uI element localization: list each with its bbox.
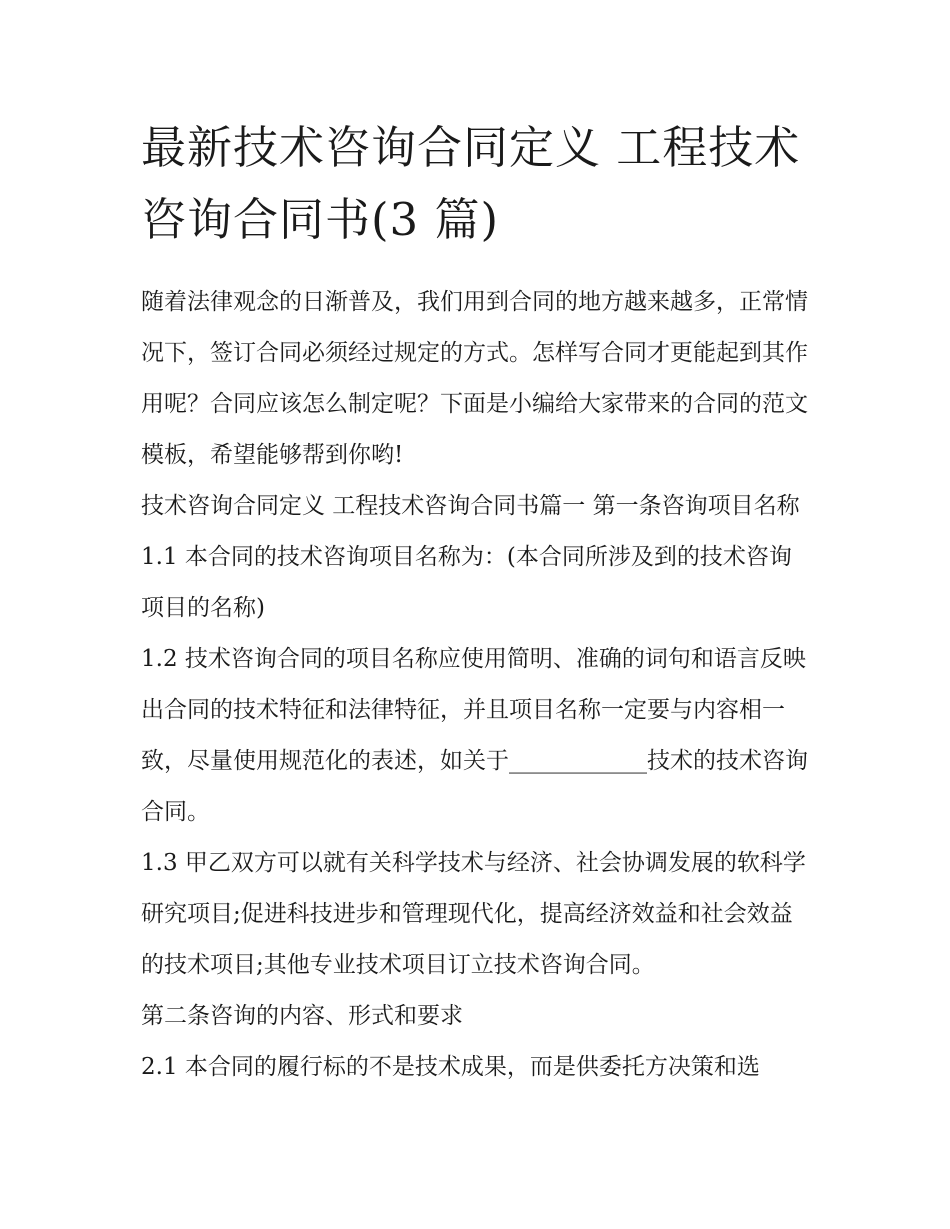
clause-1-2-paragraph: 1.2 技术咨询合同的项目名称应使用简明、准确的词句和语言反映出合同的技术特征和法律特征，并且项目名称一定要与内容相一致，尽量使用规范化的表述，如关于____________技术的技术咨询合同。 [141, 646, 808, 825]
section-2-heading: 第二条咨询的内容、形式和要求 [141, 1003, 463, 1029]
intro-paragraph: 随着法律观念的日渐普及，我们用到合同的地方越来越多，正常情况下，签订合同必须经过规定的方式。怎样写合同才更能起到其作用呢？合同应该怎么制定呢？下面是小编给大家带来的合同的范文模板，希望能够帮到你哟! [141, 289, 808, 468]
document-page [141, 112, 813, 1093]
clause-1-3-paragraph: 1.3 甲乙双方可以就有关科学技术与经济、社会协调发展的软科学研究项目;促进科技进步和管理现代化，提高经济效益和社会效益的技术项目;其他专业技术项目订立技术咨询合同。 [141, 850, 806, 978]
section-1-paragraph: 技术咨询合同定义 工程技术咨询合同书篇一 第一条咨询项目名称 1.1 本合同的技术咨询项目名称为：(本合同所涉及到的技术咨询项目的名称) [141, 493, 800, 621]
clause-2-1-paragraph: 2.1 本合同的履行标的不是技术成果，而是供委托方决策和选 [141, 1054, 760, 1080]
document-title: 最新技术咨询合同定义 工程技术咨询合同书(3 篇) [141, 121, 801, 246]
